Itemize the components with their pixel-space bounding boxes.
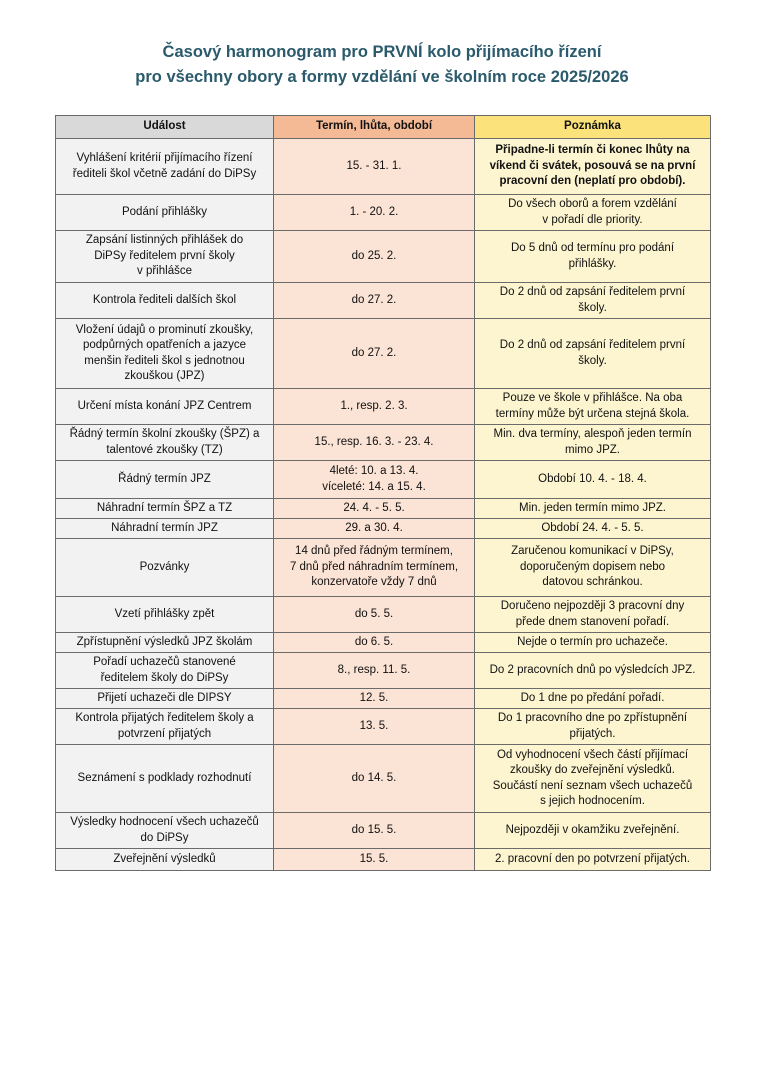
note-cell <box>475 231 711 283</box>
note-cell-line: Připadne-li termín či konec lhůty na <box>495 144 690 157</box>
term-cell <box>274 689 475 709</box>
event-cell-line: Přijetí uchazeči dle DIPSY <box>97 691 232 704</box>
table-row <box>56 425 711 461</box>
term-cell-line: víceleté: 14. a 15. 4. <box>322 480 426 493</box>
term-cell-line: 1. - 20. 2. <box>349 205 399 218</box>
note-cell-line: přijatých. <box>569 727 616 740</box>
note-cell-line: datovou schránkou. <box>542 576 643 589</box>
event-cell-line: Řádný termín školní zkoušky (ŠPZ) a <box>69 428 260 440</box>
table-row <box>56 461 711 499</box>
term-cell-line: 1., resp. 2. 3. <box>340 399 408 412</box>
event-cell <box>56 745 274 813</box>
table-row <box>56 597 711 633</box>
term-cell <box>274 319 475 389</box>
term-cell-line: do 6. 5. <box>354 635 394 648</box>
note-cell-line: v pořadí dle priority. <box>542 213 643 226</box>
header-term: Termín, lhůta, období <box>274 116 475 139</box>
event-cell-line: zkouškou (JPZ) <box>124 370 205 382</box>
note-cell <box>475 689 711 709</box>
term-cell <box>274 425 475 461</box>
note-cell-line: pracovní den (neplatí pro období). <box>499 175 686 188</box>
event-cell-line: Náhradní termín ŠPZ a TZ <box>96 501 233 514</box>
term-cell <box>274 231 475 283</box>
event-cell-line: řediteli škol včetně zadání do DiPSy <box>72 167 257 180</box>
term-cell <box>274 653 475 689</box>
note-cell <box>475 539 711 597</box>
note-cell-line: Min. jeden termín mimo JPZ. <box>519 501 666 514</box>
event-cell-line: Pozvánky <box>139 560 190 573</box>
term-cell-line: do 27. 2. <box>351 293 397 306</box>
event-cell-line: Kontrola přijatých ředitelem školy a <box>75 712 254 724</box>
note-cell <box>475 139 711 195</box>
note-cell-line: Nejpozději v okamžiku zveřejnění. <box>505 823 680 836</box>
event-cell-line: ředitelem školy do DiPSy <box>100 671 229 684</box>
header-row <box>56 116 711 139</box>
event-cell <box>56 633 274 653</box>
note-cell-line: školy. <box>578 301 607 314</box>
event-cell-line: Kontrola řediteli dalších škol <box>92 293 237 306</box>
term-cell-line: 15., resp. 16. 3. - 23. 4. <box>314 435 434 448</box>
event-cell-line: do DiPSy <box>140 831 189 844</box>
term-cell-line: 12. 5. <box>359 691 389 704</box>
table-row <box>56 139 711 195</box>
term-cell <box>274 539 475 597</box>
term-cell-line: do 27. 2. <box>351 346 397 359</box>
note-cell-line: Období 10. 4. - 18. 4. <box>538 472 647 485</box>
event-cell <box>56 231 274 283</box>
term-cell <box>274 461 475 499</box>
table-row <box>56 389 711 425</box>
table-row <box>56 849 711 871</box>
term-cell-line: do 25. 2. <box>351 249 397 262</box>
term-cell-line: do 14. 5. <box>351 771 397 784</box>
event-cell-line: talentové zkoušky (TZ) <box>106 443 223 456</box>
title-line-1: Časový harmonogram pro PRVNÍ kolo přijímacího řízení <box>162 43 602 61</box>
event-cell-line: Určení místa konání JPZ Centrem <box>77 399 252 412</box>
term-cell <box>274 709 475 745</box>
table-row <box>56 499 711 519</box>
term-cell-line: 29. a 30. 4. <box>345 521 403 534</box>
note-cell-line: Doručeno nejpozději 3 pracovní dny <box>500 600 685 612</box>
term-cell-line: 7 dnů před náhradním termínem, <box>289 560 459 573</box>
note-cell-line: Období 24. 4. - 5. 5. <box>541 521 644 534</box>
note-cell-line: Zaručenou komunikací v DiPSy, <box>511 545 674 558</box>
table-body <box>56 139 711 871</box>
note-cell-line: s jejich hodnocením. <box>540 795 645 807</box>
event-cell <box>56 653 274 689</box>
header-note: Poznámka <box>475 116 711 139</box>
event-cell-line: v přihlášce <box>137 265 192 278</box>
table-row <box>56 539 711 597</box>
note-cell-line: Min. dva termíny, alespoň jeden termín <box>493 428 692 440</box>
note-cell-line: Do 2 dnů od zapsání ředitelem první <box>499 339 686 351</box>
schedule-table <box>55 115 711 871</box>
term-cell-line: 15. - 31. 1. <box>346 159 402 172</box>
event-cell-line: Vyhlášení kritérií přijímacího řízení <box>76 152 253 164</box>
event-cell <box>56 813 274 849</box>
title-line-2: pro všechny obory a formy vzdělání ve školním roce 2025/2026 <box>135 68 629 86</box>
note-cell-line: přede dnem stanovení pořadí. <box>515 615 670 628</box>
term-cell-line: konzervatoře vždy 7 dnů <box>311 576 437 589</box>
event-cell <box>56 849 274 871</box>
event-cell <box>56 597 274 633</box>
event-cell <box>56 519 274 539</box>
event-cell <box>56 709 274 745</box>
table-row <box>56 689 711 709</box>
event-cell-line: Vložení údajů o prominutí zkoušky, <box>75 323 254 336</box>
header-event: Událost <box>56 116 274 139</box>
term-cell <box>274 139 475 195</box>
note-cell <box>475 653 711 689</box>
document-title <box>0 40 764 90</box>
event-cell-line: menšin řediteli škol s jednotnou <box>84 354 245 367</box>
note-cell-line: přihlášky. <box>568 257 617 270</box>
note-cell <box>475 633 711 653</box>
event-cell <box>56 689 274 709</box>
event-cell-line: Vzetí přihlášky zpět <box>114 607 215 620</box>
note-cell-line: víkend či svátek, posouvá se na první <box>489 159 696 172</box>
note-cell-line: Nejde o termín pro uchazeče. <box>517 635 668 648</box>
note-cell-line: 2. pracovní den po potvrzení přijatých. <box>495 852 690 865</box>
note-cell <box>475 709 711 745</box>
table-row <box>56 519 711 539</box>
table-row <box>56 653 711 689</box>
term-cell-line: do 5. 5. <box>354 607 394 620</box>
term-cell-line: 14 dnů před řádným termínem, <box>295 545 453 558</box>
term-cell <box>274 745 475 813</box>
event-cell-line: DiPSy ředitelem první školy <box>94 249 235 262</box>
note-cell-line: termíny může být určena stejná škola. <box>495 407 690 420</box>
event-cell-line: Řádný termín JPZ <box>118 472 211 485</box>
note-cell <box>475 519 711 539</box>
event-cell <box>56 539 274 597</box>
event-cell-line: podpůrných opatřeních a jazyce <box>82 339 247 351</box>
event-cell-line: Seznámení s podklady rozhodnutí <box>77 771 252 784</box>
note-cell-line: doporučeným dopisem nebo <box>519 560 666 573</box>
note-cell <box>475 745 711 813</box>
event-cell <box>56 389 274 425</box>
note-cell <box>475 389 711 425</box>
term-cell <box>274 633 475 653</box>
note-cell <box>475 597 711 633</box>
note-cell-line: Do 1 dne po předání pořadí. <box>520 691 665 704</box>
term-cell <box>274 519 475 539</box>
table-row <box>56 813 711 849</box>
table-row <box>56 283 711 319</box>
term-cell-line: 4leté: 10. a 13. 4. <box>329 465 419 477</box>
table-row <box>56 319 711 389</box>
event-cell <box>56 195 274 231</box>
event-cell-line: Výsledky hodnocení všech uchazečů <box>70 816 259 828</box>
term-cell-line: 15. 5. <box>359 852 389 865</box>
event-cell <box>56 283 274 319</box>
table-row <box>56 231 711 283</box>
term-cell <box>274 195 475 231</box>
event-cell-line: Zveřejnění výsledků <box>113 852 216 865</box>
note-cell <box>475 813 711 849</box>
note-cell-line: Do 5 dnů od termínu pro podání <box>510 242 675 254</box>
note-cell <box>475 849 711 871</box>
term-cell-line: 13. 5. <box>359 719 389 732</box>
event-cell-line: Náhradní termín JPZ <box>111 521 218 534</box>
note-cell-line: Do 1 pracovního dne po zpřístupnění <box>497 712 688 724</box>
note-cell <box>475 195 711 231</box>
note-cell <box>475 461 711 499</box>
event-cell <box>56 319 274 389</box>
term-cell-line: 8., resp. 11. 5. <box>337 663 411 676</box>
note-cell-line: Do 2 pracovních dnů po výsledcích JPZ. <box>489 663 696 676</box>
event-cell <box>56 461 274 499</box>
note-cell-line: Do všech oborů a forem vzdělání <box>508 198 677 210</box>
event-cell <box>56 139 274 195</box>
note-cell <box>475 319 711 389</box>
term-cell <box>274 849 475 871</box>
note-cell <box>475 425 711 461</box>
note-cell-line: mimo JPZ. <box>565 443 620 456</box>
term-cell <box>274 389 475 425</box>
term-cell-line: do 15. 5. <box>351 823 397 836</box>
term-cell <box>274 597 475 633</box>
note-cell <box>475 283 711 319</box>
table-row <box>56 709 711 745</box>
note-cell-line: Do 2 dnů od zapsání ředitelem první <box>499 286 686 298</box>
table-row <box>56 195 711 231</box>
term-cell <box>274 283 475 319</box>
event-cell-line: Zapsání listinných přihlášek do <box>85 234 244 247</box>
term-cell-line: 24. 4. - 5. 5. <box>343 501 405 514</box>
note-cell-line: Od vyhodnocení všech částí přijímací <box>496 748 689 761</box>
note-cell <box>475 499 711 519</box>
event-cell-line: potvrzení přijatých <box>117 727 212 740</box>
note-cell-line: školy. <box>578 354 607 367</box>
table-row <box>56 633 711 653</box>
note-cell-line: Pouze ve škole v přihlášce. Na oba <box>502 392 683 404</box>
note-cell-line: zkoušky do zveřejnění výsledků. <box>510 764 675 776</box>
event-cell-line: Zpřístupnění výsledků JPZ školám <box>76 635 253 648</box>
event-cell <box>56 499 274 519</box>
term-cell <box>274 499 475 519</box>
table-row <box>56 745 711 813</box>
note-cell-line: Součástí není seznam všech uchazečů <box>492 779 693 792</box>
term-cell <box>274 813 475 849</box>
event-cell <box>56 425 274 461</box>
event-cell-line: Pořadí uchazečů stanovené <box>93 656 236 668</box>
event-cell-line: Podání přihlášky <box>121 205 208 218</box>
